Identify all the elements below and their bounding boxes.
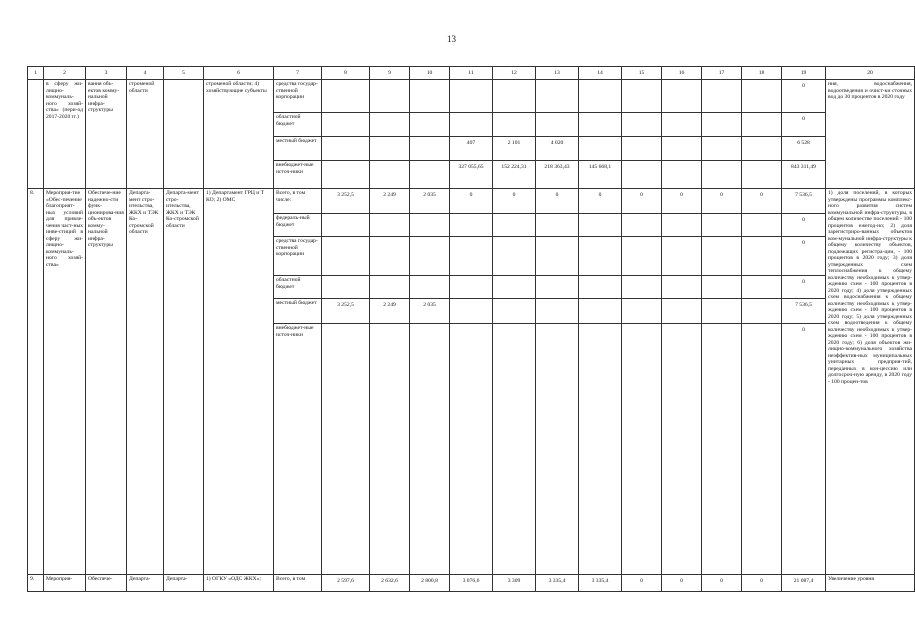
value-cell: 0 — [782, 214, 826, 237]
participants-cell: строменой области; 4) хозяйствующие субъекты — [204, 80, 274, 189]
column-header: 5 — [164, 67, 204, 80]
value-cell — [410, 161, 450, 189]
value-cell — [579, 80, 622, 113]
value-cell: 152 224,31 — [493, 161, 536, 189]
value-cell — [742, 276, 782, 299]
column-header: 11 — [450, 67, 493, 80]
value-cell: 2 597,6 — [322, 575, 370, 592]
value-cell — [579, 324, 622, 575]
value-cell — [742, 237, 782, 276]
column-header: 14 — [579, 67, 622, 80]
responsible-cell: Департа- — [127, 575, 164, 592]
responsible-cell: строменой области — [127, 80, 164, 189]
value-cell — [536, 214, 579, 237]
value-cell — [742, 214, 782, 237]
value-cell: 0 — [662, 189, 702, 214]
table-row — [28, 575, 915, 592]
value-cell — [702, 214, 742, 237]
value-cell — [410, 214, 450, 237]
value-cell — [493, 324, 536, 575]
value-cell: 2 632,6 — [370, 575, 410, 592]
value-cell: 4 020 — [536, 137, 579, 161]
value-cell — [662, 137, 702, 161]
value-cell: 218 363,43 — [536, 161, 579, 189]
goal-cell: Обеспече-ние надежно-сти функ-ционирова-ния объ-ектов комму-нальной инфра-структуры — [86, 189, 127, 575]
value-cell — [536, 237, 579, 276]
value-cell: 7 536,5 — [782, 189, 826, 214]
funding-source-cell: внебюджет-ные источ-ники — [274, 161, 322, 189]
column-header: 20 — [826, 67, 915, 80]
value-cell — [742, 299, 782, 324]
value-cell — [622, 214, 662, 237]
value-cell: 0 — [782, 80, 826, 113]
value-cell — [450, 299, 493, 324]
funding-source-cell: областной бюджет — [274, 276, 322, 299]
coexecutor-cell — [164, 80, 204, 189]
value-cell: 145 668,1 — [579, 161, 622, 189]
value-cell: 0 — [742, 189, 782, 214]
value-cell — [536, 80, 579, 113]
value-cell — [742, 161, 782, 189]
row-number-cell — [28, 80, 44, 189]
value-cell: 2 035 — [410, 189, 450, 214]
column-header: 4 — [127, 67, 164, 80]
value-cell — [370, 276, 410, 299]
goal-cell: Обеспече- — [86, 575, 127, 592]
value-cell: 2 101 — [493, 137, 536, 161]
value-cell — [536, 299, 579, 324]
value-cell — [662, 324, 702, 575]
funding-source-cell: средства государ-ственной корпорации — [274, 80, 322, 113]
value-cell — [662, 80, 702, 113]
value-cell — [450, 113, 493, 137]
column-header: 15 — [622, 67, 662, 80]
funding-source-cell: Всего, в том числе: — [274, 189, 322, 214]
value-cell — [493, 214, 536, 237]
value-cell: 0 — [536, 189, 579, 214]
value-cell — [662, 214, 702, 237]
header-row — [28, 67, 915, 80]
value-cell: 0 — [622, 575, 662, 592]
value-cell: 0 — [782, 276, 826, 299]
value-cell — [493, 276, 536, 299]
indicator-cell: ния, водоснабжения, водоотведения и очист-ки сточных вод до 30 процентов в 2020 году — [826, 80, 915, 189]
participants-cell: 1) ОГКУ «ОДС ЖКХ»; — [204, 575, 274, 592]
value-cell: 21 087,4 — [782, 575, 826, 592]
value-cell — [410, 237, 450, 276]
value-cell — [410, 80, 450, 113]
funding-source-cell: областной бюджет — [274, 113, 322, 137]
funding-source-cell: средства государ-ственной корпорации — [274, 237, 322, 276]
funding-source-cell: местный бюджет — [274, 137, 322, 161]
value-cell — [702, 137, 742, 161]
value-cell — [370, 137, 410, 161]
funding-source-cell: местный бюджет — [274, 299, 322, 324]
value-cell: 3 252,5 — [322, 299, 370, 324]
value-cell — [702, 324, 742, 575]
column-header: 10 — [410, 67, 450, 80]
value-cell: 0 — [662, 575, 702, 592]
value-cell — [579, 299, 622, 324]
value-cell: 0 — [579, 189, 622, 214]
value-cell — [370, 237, 410, 276]
value-cell — [662, 276, 702, 299]
column-header: 12 — [493, 67, 536, 80]
value-cell — [370, 161, 410, 189]
value-cell — [579, 276, 622, 299]
column-header: 2 — [44, 67, 86, 80]
value-cell — [493, 113, 536, 137]
value-cell: 2 249 — [370, 189, 410, 214]
indicator-cell: Увеличение уровня — [826, 575, 915, 592]
value-cell — [322, 161, 370, 189]
column-header: 16 — [662, 67, 702, 80]
value-cell: 843 311,49 — [782, 161, 826, 189]
value-cell — [322, 137, 370, 161]
value-cell — [662, 161, 702, 189]
value-cell — [579, 113, 622, 137]
value-cell — [702, 80, 742, 113]
value-cell — [742, 137, 782, 161]
value-cell: 0 — [782, 237, 826, 276]
value-cell — [450, 80, 493, 113]
table-row — [28, 189, 915, 214]
event-name-cell: Мероприя-тие «Обес-печение благоприят-ных условий для привле-чения част-ных инве-стиций в сферу жи-лищно-коммуналь-ного хозяй-ства» — [44, 189, 86, 575]
value-cell: 3 309 — [493, 575, 536, 592]
value-cell: 3 335,4 — [579, 575, 622, 592]
value-cell — [622, 324, 662, 575]
value-cell — [702, 161, 742, 189]
value-cell — [742, 80, 782, 113]
value-cell — [410, 276, 450, 299]
value-cell — [450, 214, 493, 237]
value-cell: 0 — [622, 189, 662, 214]
value-cell: 0 — [782, 113, 826, 137]
column-header: 18 — [742, 67, 782, 80]
value-cell — [742, 113, 782, 137]
value-cell — [702, 113, 742, 137]
coexecutor-cell: Департа- — [164, 575, 204, 592]
value-cell — [370, 214, 410, 237]
value-cell — [322, 324, 370, 575]
value-cell — [702, 276, 742, 299]
value-cell — [450, 237, 493, 276]
value-cell — [493, 237, 536, 276]
column-header: 7 — [274, 67, 322, 80]
value-cell — [370, 324, 410, 575]
value-cell: 0 — [742, 575, 782, 592]
event-name-cell: в сферу жи-лищно-коммуналь-ного хозяй-ства» (пери-од 2017-2020 гг.) — [44, 80, 86, 189]
value-cell — [742, 324, 782, 575]
row-number-cell: 8. — [28, 189, 44, 575]
column-header: 1 — [28, 67, 44, 80]
value-cell — [536, 324, 579, 575]
column-header: 6 — [204, 67, 274, 80]
column-header: 3 — [86, 67, 127, 80]
value-cell: 0 — [782, 324, 826, 575]
participants-cell: 1) Департамент ГРЦ и Т КО; 2) ОМС — [204, 189, 274, 575]
event-name-cell: Мероприя- — [44, 575, 86, 592]
value-cell — [622, 137, 662, 161]
value-cell: 2 249 — [370, 299, 410, 324]
value-cell — [622, 80, 662, 113]
page-number: 13 — [447, 34, 456, 44]
value-cell — [662, 299, 702, 324]
value-cell: 3 076,6 — [450, 575, 493, 592]
value-cell — [662, 113, 702, 137]
value-cell: 327 055,65 — [450, 161, 493, 189]
value-cell — [322, 113, 370, 137]
column-header: 13 — [536, 67, 579, 80]
value-cell — [702, 299, 742, 324]
value-cell: 407 — [450, 137, 493, 161]
value-cell — [536, 113, 579, 137]
value-cell — [579, 237, 622, 276]
column-header: 9 — [370, 67, 410, 80]
coexecutor-cell: Департа-мент стро-ительства, ЖКХ и ТЭК Ко-стромской области — [164, 189, 204, 575]
value-cell — [622, 276, 662, 299]
value-cell — [410, 113, 450, 137]
value-cell — [622, 113, 662, 137]
value-cell — [410, 324, 450, 575]
value-cell — [322, 276, 370, 299]
value-cell — [370, 113, 410, 137]
value-cell — [579, 137, 622, 161]
value-cell: 0 — [702, 189, 742, 214]
value-cell — [579, 214, 622, 237]
funding-source-cell: федераль-ный бюджет — [274, 214, 322, 237]
table-row — [28, 80, 915, 113]
column-header: 8 — [322, 67, 370, 80]
value-cell — [450, 324, 493, 575]
responsible-cell: Департа-мент стро-ительства, ЖКХ и ТЭК Ко-стромской области — [127, 189, 164, 575]
value-cell — [622, 299, 662, 324]
column-header: 17 — [702, 67, 742, 80]
value-cell — [322, 80, 370, 113]
column-header: 19 — [782, 67, 826, 80]
indicator-cell: 1) доля поселений, в которых утверждены программы комплекс-ного развития систем коммунальной инфра-структуры, в общем количестве поселений - 100 процентов ежегод-но; 2) доля зарегистриро-ванных объектов ком-мунальной инфра-структуры к общему количеству объектов, подлежащих регистра-ции, - 100 процентов в 2020 году; 3) доля утвержденных схем теплоснабжения к общему количеству необходимых к утвер-ждению схем - 100 процентов в 2020 году; 4) доля утвержденных схем водоснабжения к общему количеству необходимых к утвер-ждению схем - 100 процентов в 2020 году; 5) доля утвержденных схем водоотведения к общему количеству необходимых к утвер-ждению схем - 100 процентов в 2020 году; 6) доля объектов жи-лищно-коммунального хозяйства неэффектив-ных муниципальных унитарных предприя-тий, переданных в кон-цессию или долгосроч-ную аренду, в 2020 году - 100 процен-тов — [826, 189, 915, 575]
value-cell: 6 528 — [782, 137, 826, 161]
value-cell — [450, 276, 493, 299]
value-cell: 0 — [450, 189, 493, 214]
value-cell: 7 536,5 — [782, 299, 826, 324]
value-cell — [322, 237, 370, 276]
value-cell — [370, 80, 410, 113]
value-cell: 3 252,5 — [322, 189, 370, 214]
value-cell — [702, 237, 742, 276]
goal-cell: вания объ-ектов комму-нальной инфра-структуры — [86, 80, 127, 189]
value-cell: 3 335,4 — [536, 575, 579, 592]
row-number-cell: 9. — [28, 575, 44, 592]
value-cell: 0 — [702, 575, 742, 592]
value-cell: 2 800,8 — [410, 575, 450, 592]
value-cell — [493, 80, 536, 113]
value-cell: 2 035 — [410, 299, 450, 324]
value-cell — [662, 237, 702, 276]
value-cell — [410, 137, 450, 161]
value-cell: 0 — [493, 189, 536, 214]
value-cell — [493, 299, 536, 324]
value-cell — [622, 161, 662, 189]
funding-source-cell: Всего, в том — [274, 575, 322, 592]
value-cell — [536, 276, 579, 299]
program-table — [27, 66, 915, 592]
value-cell — [622, 237, 662, 276]
funding-source-cell: внебюджет-ные источ-ники — [274, 324, 322, 575]
value-cell — [322, 214, 370, 237]
